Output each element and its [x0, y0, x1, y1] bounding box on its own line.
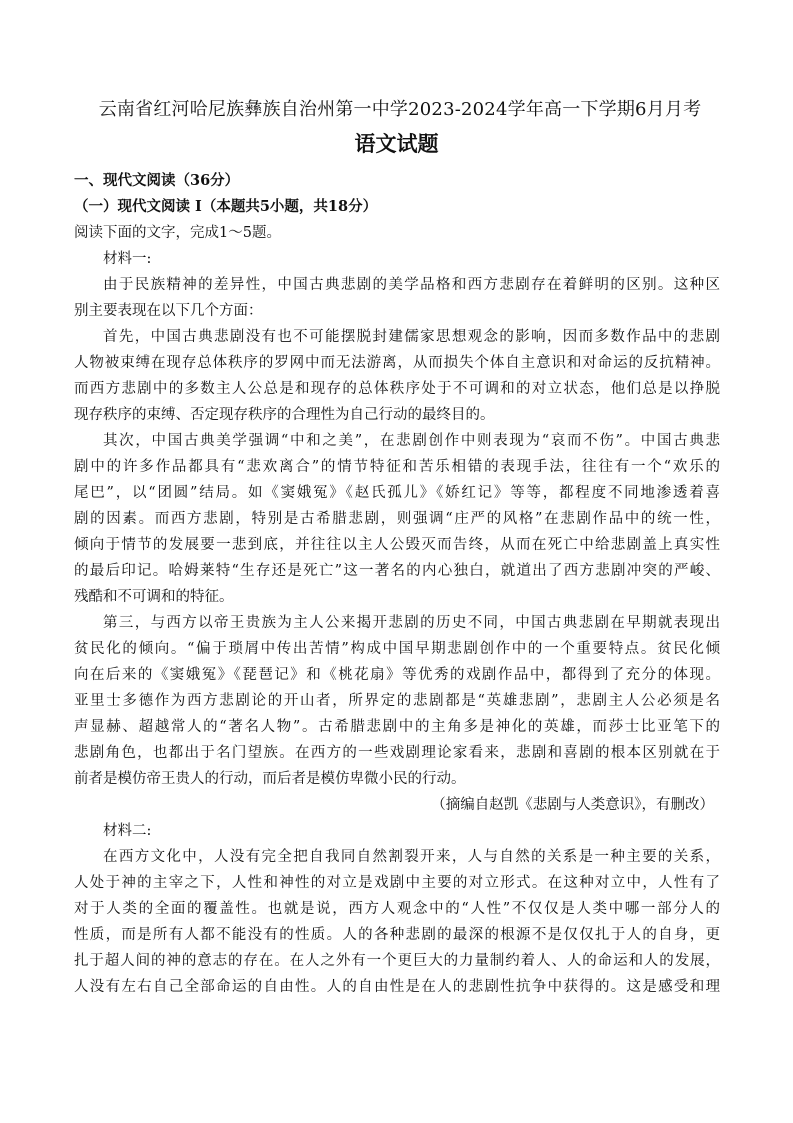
passage-line: 的最后印记。哈姆莱特“生存还是死亡”这一著名的内心独白，就道出了西方悲剧冲突的严峻、 [74, 563, 720, 579]
exam-title: 云南省红河哈尼族彝族自治州第一中学2023-2024学年高一下学期6月月考 [98, 99, 702, 120]
passage-line: 其次，中国古典美学强调“中和之美”，在悲剧创作中则表现为“哀而不伤”。中国古典悲 [103, 433, 720, 449]
passage-line: 首先，中国古典悲剧没有也不可能摆脱封建儒家思想观念的影响，因而多数作品中的悲剧 [103, 329, 720, 345]
material-label: 材料一: [103, 251, 152, 267]
passage-line: 尾巴”，以“团圆”结局。如《窦娥冤》《赵氏孤儿》《娇红记》等等，都程度不同地渗透着喜 [74, 485, 720, 501]
passage-line: 倾向于情节的发展要一悲到底，并往往以主人公毁灭而告终，从而在死亡中给悲剧盖上真实性 [74, 537, 720, 553]
passage-line: 向在后来的《窦娥冤》《琵琶记》和《桃花扇》等优秀的戏剧作品中，都得到了充分的体现。 [74, 667, 720, 683]
passage-line: 而西方悲剧中的多数主人公总是和现存的总体秩序处于不可调和的对立状态，他们总是以挣脱 [74, 381, 720, 397]
passage-line: 人没有左右自己全部命运的自由性。人的自由性是在人的悲剧性抗争中获得的。这是感受和理 [74, 979, 720, 995]
exam-content [74, 168, 720, 1000]
passage-line: 前者是模仿帝王贵人的行动，而后者是模仿卑微小民的行动。 [74, 771, 466, 787]
passage-line: 由于民族精神的差异性，中国古典悲剧的美学品格和西方悲剧存在着鲜明的区别。这种区 [103, 277, 720, 293]
source-citation: （摘编自赵凯《悲剧与人类意识》，有删改） [431, 797, 714, 813]
passage-line: 声显赫、超越常人的“著名人物”。古希腊悲剧中的主角多是神化的英雄，而莎士比亚笔下的 [74, 719, 720, 735]
passage-line: 扎于超人间的神的意志的存在。在人之外有一个更巨大的力量制约着人、人的命运和人的发展， [74, 953, 720, 969]
reading-instruction: 阅读下面的文字，完成1～5题。 [74, 225, 281, 241]
passage-line: 贫民化的倾向。“偏于琐屑中传出苦情”构成中国早期悲剧创作中的一个重要特点。贫民化倾 [74, 641, 720, 657]
passage-line: 现存秩序的束缚、否定现存秩序的合理性为自己行动的最终目的。 [74, 407, 495, 423]
passage-line: 人物被束缚在现存总体秩序的罗网中而无法游离，从而损失个体自主意识和对命运的反抗精神。 [74, 355, 720, 371]
section-heading: 一、现代文阅读（36分） [74, 172, 240, 189]
passage-line: 剧的因素。而西方悲剧，特别是古希腊悲剧，则强调“庄严的风格”在悲剧作品中的统一性， [74, 511, 720, 527]
passage-line: 在西方文化中，人没有完全把自我同自然割裂开来，人与自然的关系是一种主要的关系， [103, 849, 720, 865]
passage-line: 剧中的许多作品都具有“悲欢离合”的情节特征和苦乐相错的表现手法，往往有一个“欢乐的 [74, 459, 720, 475]
subject-title: 语文试题 [354, 131, 439, 156]
passage-line: 对于人类的全面的覆盖性。也就是说，西方人观念中的“人性”不仅仅是人类中哪一部分人的 [74, 901, 720, 917]
passage-line: 第三，与西方以帝王贵族为主人公来揭开悲剧的历史不同，中国古典悲剧在早期就表现出 [103, 615, 720, 631]
material-label: 材料二: [103, 823, 152, 839]
passage-line: 人处于神的主宰之下，人性和神性的对立是戏剧中主要的对立形式。在这种对立中，人性有了 [74, 875, 720, 891]
passage-line: 性质，而是所有人都不能没有的性质。人的各种悲剧的最深的根源不是仅仅扎于人的自身，更 [74, 927, 720, 943]
passage-line: 别主要表现在以下几个方面： [74, 303, 263, 319]
subsection-heading: （一）现代文阅读 I（本题共5小题，共18分） [74, 198, 378, 215]
passage-line: 亚里士多德作为西方悲剧论的开山者，所界定的悲剧都是“英雄悲剧”，悲剧主人公必须是名 [74, 693, 720, 709]
passage-line: 残酷和不可调和的特征。 [74, 589, 234, 605]
passage-line: 悲剧角色，也都出于名门望族。在西方的一些戏剧理论家看来，悲剧和喜剧的根本区别就在于 [74, 745, 720, 761]
